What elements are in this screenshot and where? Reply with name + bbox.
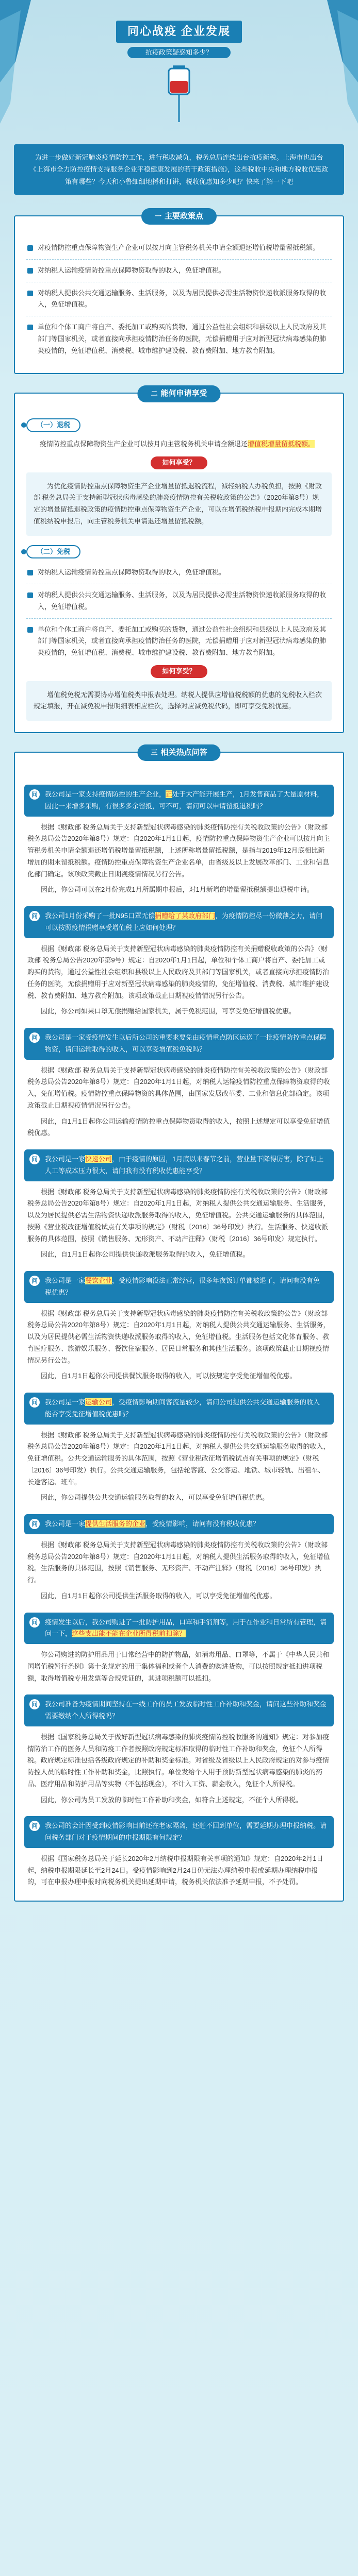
question-text: 快递公司 — [85, 1155, 112, 1163]
iv-drip-icon — [164, 65, 194, 122]
intro-text: 为进一步做好新冠肺炎疫情防控工作，进行税收减负，税务总局连续出台抗疫新税。上海市也出台《上海市全力防控疫情支持服务企业平稳健康发展的若干政策措施》，这些税收中央和地方税收优惠政策有哪些？今天和小鲁细细地捋和打讲，税收优惠知多少吧？快来了解一下吧 — [14, 144, 344, 195]
question-text: 提供生活服务的企业 — [85, 1520, 146, 1528]
question-icon: 问 — [29, 1699, 40, 1709]
section-how-to-apply — [14, 389, 344, 733]
question-text: ，受疫情影响没法正常经营，很多年夜饭订单都被退了，请问有没有免税优惠？ — [45, 1277, 320, 1296]
question-icon: 问 — [29, 1276, 40, 1286]
question-card — [24, 1271, 334, 1303]
answer-conclusion: 因此，你公司可以在2月份完成1月所属期申报后，对1月新增的增量留抵税额提出退税申请。 — [41, 886, 314, 894]
answer-conclusion: 因此，自1月1日起你公司提供餐饮服务取得的收入，可以按规定享受免征增值税优惠。 — [41, 1372, 297, 1380]
list-item: 对纳税人运输疫情防控重点保障物资取得的收入，免征增值税。 — [26, 567, 332, 579]
page-subtitle: 抗疫政策疑惑知多少？ — [127, 47, 231, 59]
question-card — [24, 785, 334, 817]
footer — [0, 1902, 358, 1933]
question-icon: 问 — [29, 1519, 40, 1529]
ribbon-decoration-right — [296, 0, 358, 149]
divider — [26, 259, 332, 260]
question-text: ，受疫情影响期间客流量较少，请问公司提供公共交通运输服务的收入能否享受免征增值税优惠吗？ — [45, 1398, 320, 1418]
answer-conclusion: 因此，你公司为员工发放的临时性工作补助和奖金，如符合上述规定，不征个人所得税。 — [41, 1795, 303, 1804]
answer-conclusion: 因此，自1月1日起你公司提供生活服务取得的收入，可以享受免征增值税优惠。 — [41, 1591, 276, 1600]
question-text: 捐赠给了某政府部门 — [155, 912, 216, 920]
question-text: 正 — [166, 790, 173, 799]
question-card — [24, 1149, 334, 1181]
question-text: 运输公司 — [85, 1398, 112, 1406]
question-text: 我公司是一家 — [45, 1277, 86, 1285]
answer-text: 根据《财政部 税务总局关于支持新型冠状病毒感染的肺炎疫情防控有关税收政策的公告》（财政部 税务总局公告2020年第8号）规定：自2020年1月1日起，疫情防控重点保障物资生产企业可以按月向主管税务机关申请全额退还增值税增量留抵税额，上述所称增量留抵税额，是指与2019年12月底相比新增加的期末留抵税额。疫情防控重点保障物资生产企业名单，由省级及以上发展改革部门、工业和信息化部门确定。该项政策截止日期视疫情情况另行公告。 — [27, 823, 330, 878]
how-to-enjoy-badge: 如何享受？ — [151, 665, 207, 678]
question-card — [24, 1028, 334, 1060]
question-text: 餐饮企业 — [85, 1277, 112, 1285]
question-icon: 问 — [29, 1154, 40, 1164]
answer-text: 根据《财政部 税务总局关于支持新型冠状病毒感染的肺炎疫情防控有关税收政策的公告》（财政部 税务总局公告2020年第8号）规定：自2020年1月1日起，对纳税人提供生活服务取得的收入，免征增值税。生活服务的具体范围，按照《销售服务、无形资产、不动产注释》（财税〔2016〕36号印发）执行。 — [27, 1540, 330, 1584]
subsection-tag-refund: （一）退税 — [26, 418, 80, 432]
question-icon: 问 — [29, 1032, 40, 1043]
question-card — [24, 1816, 334, 1848]
question-icon: 问 — [29, 911, 40, 921]
answer-text: 根据《财政部 税务总局关于支持新型冠状病毒感染的肺炎疫情防控有关税收政策的公告》（财政部 税务总局公告2020年第8号）规定：自2020年1月1日起，对纳税人提供公共交通运输服务、生活服务，以及为居民提供必需生活物资快递收派服务取得的收入，免征增值税。公共交通运输服务的具体范围，按照《营业税改征增值税试点有关事项的规定》（财税〔2016〕36号印发）执行。生活服务、快递收派服务的具体范围，按照《销售服务、无形资产、不动产注释》（财税〔2016〕36号印发）规定执行。 — [27, 1188, 330, 1243]
header — [0, 0, 358, 149]
question-icon: 问 — [29, 1821, 40, 1831]
question-text: 我公司1月份采购了一批N95口罩无偿 — [45, 912, 155, 920]
question-icon: 问 — [29, 1617, 40, 1628]
question-text: ，受疫情影响，请问有没有税收优惠？ — [145, 1520, 260, 1528]
question-card — [24, 1694, 334, 1726]
section-header: 三 相关热点问答 — [137, 744, 220, 761]
how-to-enjoy-badge: 如何享受？ — [151, 456, 207, 469]
list-item: 对纳税人运输疫情防控重点保障物资取得的收入，免征增值税。 — [26, 265, 332, 277]
list-item: 对疫情防控重点保障物资生产企业可以按月向主管税务机关申请全额退还增值税增量留抵税额。 — [26, 242, 332, 254]
page-title: 同心战疫 企业发展 — [116, 21, 242, 43]
question-text: ，为疫情防控尽一份微薄之力，请问可以按照疫情捐赠享受增值税上应如何处理？ — [45, 912, 323, 931]
question-icon: 问 — [29, 1397, 40, 1408]
answer-text: 根据《财政部 税务总局关于支持新型冠状病毒感染的肺炎疫情防控有关捐赠税收政策的公告》（财政部 税务总局公告2020年第9号）规定：自2020年1月1日起，单位和个体工商户将自产、委托加工或购买的货物，通过公益性社会组织和县级以上人民政府及其部门等国家机关，或者直接向承担疫情防治任务的医院，无偿捐赠用于应对新型冠状病毒感染的肺炎疫情的，免征增值税、消费税、城市维护建设税、教育费附加、地方教育附加。该项政策截止日期视疫情情况另行公告。 — [27, 944, 330, 999]
answer-text: 根据《国家税务总局关于做好新型冠状病毒感染的肺炎疫情防控税收服务的通知》规定：对参加疫情防治工作的医务人员和防疫工作者按照政府规定标准取得的临时性工作补助和奖金，免征个人所得税。政府规定标准包括各级政府规定的补助和奖金标准。对省级及省级以上人民政府规定的对参与疫情防控人员的临时性工作补助和奖金，比照执行。单位发给个人用于预防新型冠状病毒感染的肺炎的药品、医疗用品和防护用品等实物（不包括现金），不计入工资、薪金收入，免征个人所得税。 — [27, 1733, 330, 1788]
answer-conclusion: 因此，你公司如果口罩无偿捐赠给国家机关，属于免税范围，可享受免征增值税优惠。 — [41, 1007, 296, 1015]
answer-conclusion: 因此，自1月1日起你公司提供快递收派服务取得的收入，免征增值税。 — [41, 1250, 250, 1259]
question-card — [24, 1514, 334, 1534]
answer-conclusion: 因此，自1月1日起你公司运输疫情防控重点保障物资取得的收入，按照上述规定可以享受免征增值税优惠。 — [27, 1117, 330, 1137]
section-faq — [14, 748, 344, 1902]
question-text: 我公司是一家 — [45, 1520, 86, 1528]
answer-text: 根据《国家税务总局关于延长2020年2月纳税申报期限有关事项的通知》规定：自2020年2月1日起，纳税申报期限延长至2月24日。受疫情影响到2月24日仍无法办理纳税申报或延期办理纳税申报的，可在申报办理申报时向税务机关提出延期申请，税务机关依法准予延期申报，不予处罚。 — [27, 1854, 323, 1886]
question-text: 我公司是一家 — [45, 1398, 86, 1406]
question-text: 我公司是一家 — [45, 1155, 86, 1163]
question-text: 这些支出能不能在企业所得税前扣除？ — [72, 1630, 186, 1638]
list-item: 单位和个体工商户将自产、委托加工或购买的货物，通过公益性社会组织和县级以上人民政府及其部门等国家机关，或者直接向承担疫情防治任务的医院，无偿捐赠用于应对新型冠状病毒感染的肺炎疫情的，免征增值税、消费税、城市维护建设税、教育费附加、地方教育附加。 — [26, 321, 332, 357]
question-text: 疫情发生以后，我公司购进了一批防护用品，口罩和手消剂等，用于在作业和日常所有管理，请问一下， — [45, 1618, 327, 1638]
answer-text: 根据《财政部 税务总局关于支持新型冠状病毒感染的肺炎疫情防控有关税收政策的公告》（财政部 税务总局公告2020年第8号）规定：自2020年1月1日起，对纳税人提供公共交通运输服务取得的收入，免征增值税。公共交通运输服务的具体范围，按照《营业税改征增值税试点有关事项的规定》（财税〔2016〕36号印发）执行。公共交通运输服务，包括轮客渡、公交客运、地铁、城市轻轨、出租车、长途客运、班车。 — [27, 1431, 330, 1486]
question-text: 我公司的会计因受到疫情影响目前还在老家隔离，还赶不回到单位，需要延期办理申报纳税。请问税务部门对于疫情期间的申报期限有何规定？ — [45, 1822, 327, 1842]
question-card — [24, 906, 334, 938]
list-item: 对纳税人提供公共交通运输服务、生活服务，以及为居民提供必需生活物资快递收派服务取得的收入，免征增值税。 — [26, 589, 332, 613]
qa-list — [24, 785, 334, 1889]
question-text: 我公司是一家受疫情发生以后所公司的重要求要免由疫情重点防区运送了一批疫情防控重点保障物资，请问运输取得的收入，可以享受增值税免税吗？ — [45, 1033, 327, 1053]
answer-text: 根据《财政部 税务总局关于支持新型冠状病毒感染的肺炎疫情防控有关税收政策的公告》（财政部 税务总局公告2020年第8号）规定：自2020年1月1日起，对纳税人运输疫情防控重点保障物资取得的收入，免征增值税。疫情防控重点保障物资的具体范围，由国家发展改革委、工业和信息化部确定。该项政策截止日期视疫情情况另行公告。 — [27, 1066, 330, 1109]
list-item: 对纳税人提供公共交通运输服务、生活服务，以及为居民提供必需生活物资快递收派服务取得的收入，免征增值税。 — [26, 287, 332, 311]
refund-paragraph: 疫情防控重点保障物资生产企业可以按月向主管税务机关申请全额退还增值税增量留抵税额。 — [40, 440, 315, 448]
section-header: 二 能何申请享受 — [137, 385, 220, 402]
tip-box: 为优化疫情防控重点保障物资生产企业增量留抵退税流程，减轻纳税人办税负担，按照《财政部 税务总局关于支持新型冠状病毒感染的肺炎疫情防控有关税收政策的公告》（2020年第8号）规定的增量留抵退税政策的疫情防控重点保障物资生产企业，可以在增值税纳税申报期内完成本期增值税纳税申报后，向主管税务机关申请退还增量留抵税额。 — [26, 472, 332, 536]
subsection-tag-exempt: （二）免税 — [26, 545, 80, 559]
section-header: 一 主要政策点 — [141, 208, 217, 225]
question-text: 处于大产能开展生产，1月发售商品了大量原材料，因此一来增多采购，有很多多余留抵，可不可，请问可以申请留抵退税吗？ — [45, 790, 324, 810]
question-text: 我公司是一家支持疫情防控的生产企业， — [45, 790, 166, 799]
question-icon: 问 — [29, 789, 40, 800]
list-item: 单位和个体工商户将自产、委托加工或购买的货物，通过公益性社会组织和县级以上人民政府及其部门等国家机关，或者直接向承担疫情防治任务的医院，无偿捐赠用于应对新型冠状病毒感染的肺炎疫情的，免征增值税、消费税、城市维护建设税、教育费附加、地方教育附加。 — [26, 624, 332, 659]
question-card — [24, 1393, 334, 1425]
question-text: ，由于疫情的原因，1月底以来春节之前，营业量下降得厉害，除了如上人工等成本压力很大，请问我有没有税收优惠能享受？ — [45, 1155, 324, 1175]
tip-box: 增值税免税无需要协办增值税类申报表处理。纳税人提供应增值税税额的优惠的免税收入栏次规定填报，开在减免税申报明细表相应栏次，选择对应减免税代码，即可享受免税优惠。 — [26, 681, 332, 721]
answer-conclusion: 因此，你公司提供公共交通运输服务取得的收入，可以享受免征增值税优惠。 — [41, 1494, 269, 1502]
question-card — [24, 1613, 334, 1645]
divider — [26, 618, 332, 619]
question-text: 我公司准备为疫情期间坚持在一线工作的员工发放临时性工作补助和奖金，请问这些补助和奖金需要缴纳个人所得税吗？ — [45, 1700, 327, 1720]
answer-text: 根据《财政部 税务总局关于支持新型冠状病毒感染的肺炎疫情防控有关税收政策的公告》（财政部 税务总局公告2020年第8号）规定：自2020年1月1日起，对纳税人提供公共交通运输服务、生活服务，以及为居民提供必需生活物资快递收派服务取得的收入，免征增值税。生活服务包括文化体育服务、教育医疗服务、旅游娱乐服务、餐饮住宿服务、居民日常服务和其他生活服务。该项政策截止日期视疫情情况另行公告。 — [27, 1309, 330, 1364]
section-main-policies — [14, 212, 344, 374]
ribbon-decoration-left — [0, 0, 62, 149]
answer-text: 你公司购进的防护用品用于日常经营中的防护物品，如消毒用品、口罩等，不属于《中华人民共和国增值税暂行条例》第十条规定的用于集体福利或者个人消费的购进货物，可以按照规定抵扣进项税额，取得增值税专用发票等合规凭证的，其进项税额可以抵扣。 — [27, 1651, 330, 1682]
